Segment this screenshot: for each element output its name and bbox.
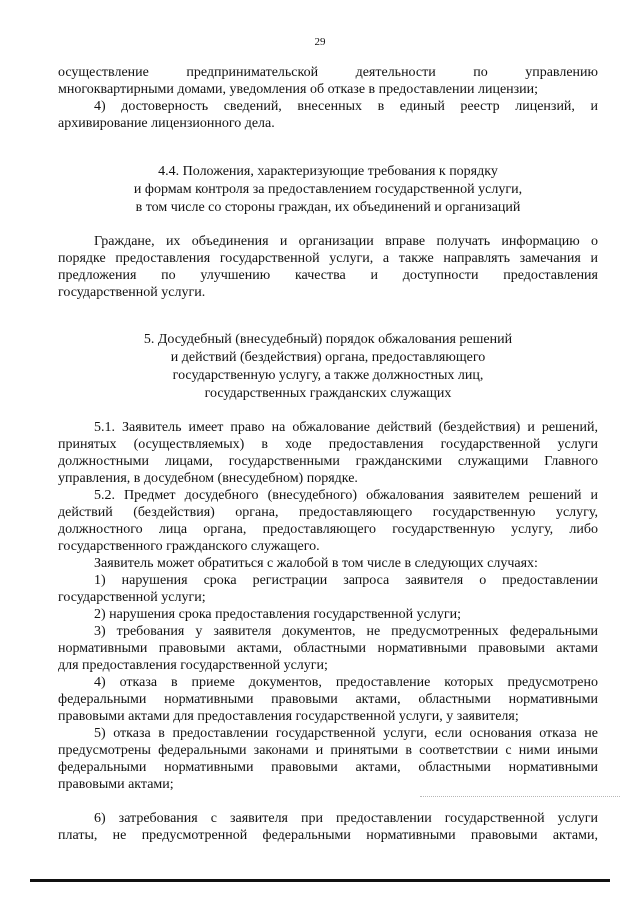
- page-number: 29: [314, 36, 326, 48]
- text-line: 2) нарушения срока предоставления государственной услуги;: [94, 607, 461, 622]
- text-line: управления, в досудебном (внесудебном) порядке.: [58, 471, 358, 486]
- text-line: действий (бездействия) органа, предоставляющего государственную услугу,: [58, 505, 598, 520]
- text-line: 5.1. Заявитель имеет право на обжалование действий (бездействия) и решений,: [94, 420, 598, 435]
- text-line: федеральными нормативными правовыми актами, областными нормативными: [58, 692, 598, 707]
- text-line: многоквартирными домами, уведомления об отказе в предоставлении лицензии;: [58, 82, 539, 97]
- text-line: 4) отказа в приеме документов, предоставление которых предусмотрено: [94, 675, 598, 690]
- text-line: 5) отказа в предоставлении государственной услуги, если основания отказа не: [94, 726, 598, 741]
- text-line: платы, не предусмотренной федеральными нормативными правовыми актами,: [58, 828, 598, 843]
- text-line: государственной услуги;: [58, 590, 206, 605]
- text-line: предусмотрены федеральными законами и принятыми в соответствии с ними иными: [58, 743, 598, 758]
- section-heading-line: в том числе со стороны граждан, их объединений и организаций: [135, 200, 521, 215]
- text-line: правовыми актами;: [58, 777, 174, 792]
- text-line: 4) достоверность сведений, внесенных в единый реестр лицензий, и: [94, 99, 598, 114]
- text-line: государственного гражданского служащего.: [58, 539, 320, 554]
- section-heading-line: и формам контроля за предоставлением государственной услуги,: [133, 182, 523, 197]
- text-line: предложения по улучшению качества и доступности предоставления: [58, 268, 598, 283]
- text-line: должностными лицами, государственными гражданскими служащими Главного: [58, 454, 598, 469]
- text-line: 6) затребования с заявителя при предоставлении государственной услуги: [94, 811, 598, 826]
- text-line: федеральными нормативными правовыми актами, областными нормативными: [58, 760, 598, 775]
- section-heading-line: 5. Досудебный (внесудебный) порядок обжалования решений: [143, 332, 513, 347]
- text-line: 3) требования у заявителя документов, не предусмотренных федеральными: [94, 624, 598, 639]
- text-line: Граждане, их объединения и организации вправе получать информацию о: [94, 234, 598, 249]
- text-line: 1) нарушения срока регистрации запроса заявителя о предоставлении: [94, 573, 598, 588]
- text-line: правовыми актами для предоставления государственной услуги, у заявителя;: [58, 709, 519, 724]
- text-line: осуществление предпринимательской деятельности по управлению: [58, 65, 598, 80]
- section-heading-line: 4.4. Положения, характеризующие требования к порядку: [158, 164, 498, 179]
- text-line: для предоставления государственной услуги;: [58, 658, 328, 673]
- text-line: 5.2. Предмет досудебного (внесудебного) обжалования заявителем решений и: [94, 488, 598, 503]
- text-line: Заявитель может обратиться с жалобой в том числе в следующих случаях:: [94, 556, 538, 571]
- text-line: архивирование лицензионного дела.: [58, 116, 275, 131]
- text-line: должностного лица органа, предоставляющего государственную услугу, либо: [58, 522, 598, 537]
- section-heading-line: и действий (бездействия) органа, предоставляющего: [170, 350, 486, 365]
- section-heading-line: государственных гражданских служащих: [204, 386, 452, 401]
- section-heading-line: государственную услугу, а также должностных лиц,: [172, 368, 484, 383]
- scan-artifact-dots: [420, 796, 620, 799]
- text-line: нормативными правовыми актами, областными нормативными правовыми актами: [58, 641, 598, 656]
- text-line: порядке предоставления государственной услуги, а также направлять замечания и: [58, 251, 598, 266]
- page-bottom-rule: [30, 879, 610, 882]
- text-line: принятых (осуществляемых) в ходе предоставления государственной услуги: [58, 437, 598, 452]
- text-line: государственной услуги.: [58, 285, 206, 300]
